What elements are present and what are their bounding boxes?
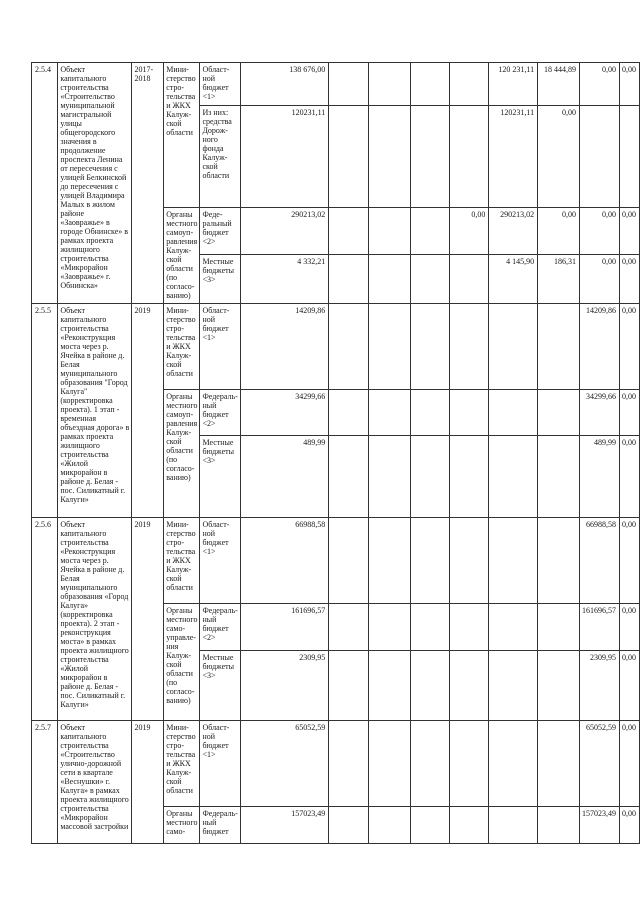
object-description: Объект капитального строительства «Реконструкция моста через р. Ячейка в районе д. Белая муниципального образования "Город Калуга" (корректировка проекта). 1 этап - временная объездная дорога» в рамках проекта жилищного строительства «Жилой микрорайон в районе д. Белая - пос. Силикатный г. Калуги» — [58, 304, 132, 518]
funding-source: Федераль-ный бюджет — [200, 807, 240, 844]
amount-cell: 489,99 — [579, 436, 619, 518]
funding-source: Област-ной бюджет <1> — [200, 518, 240, 604]
amount-cell — [329, 604, 369, 651]
amount-cell — [329, 651, 369, 721]
amount-cell — [410, 208, 449, 255]
implementation-years: 2017-2018 — [132, 63, 164, 304]
amount-cell: 0,00 — [538, 106, 580, 208]
amount-cell: 18 444,89 — [538, 63, 580, 106]
amount-cell: 290213,02 — [489, 208, 538, 255]
object-description: Объект капитального строительства «Строительство муниципальной магистральной улицы общегородского значения в продолжение проспекта Ленина от пересечения с улицей Белкинской до пересечения с улицей Владимира Малых в жилом районе «Заовражье» в городе Обнинске» в рамках проекта жилищного строительства «Микрорайон «Заовражье» г. Обнинска» — [58, 63, 132, 304]
amount-cell — [410, 304, 449, 390]
executor: Органы местного самоуп-равления Калуж-ской области (по согласо-ванию) — [164, 390, 200, 518]
executor: Органы местного само-управле-ния Калуж-ской области (по согласо-ванию) — [164, 604, 200, 721]
amount-cell — [410, 604, 449, 651]
item-number: 2.5.4 — [32, 63, 58, 304]
amount-cell: 0,00 — [579, 255, 619, 304]
table-row — [32, 63, 640, 106]
amount-cell: 290213,02 — [240, 208, 329, 255]
amount-cell — [369, 721, 411, 807]
amount-cell: 161696,57 — [240, 604, 329, 651]
executor: Органы местного самоуп-равления Калуж-ской области (по согласо-ванию) — [164, 208, 200, 304]
object-description: Объект капитального строительства «Строительство улично-дорожной сети в квартале «Веснушки» г. Калуга» в рамках проекта жилищного строительства «Микрорайон массовой застройки — [58, 721, 132, 844]
amount-cell — [538, 518, 580, 604]
budget-table — [31, 62, 640, 844]
amount-cell — [410, 63, 449, 106]
funding-source: Местные бюджеты <3> — [200, 651, 240, 721]
amount-cell: 161696,57 — [579, 604, 619, 651]
executor: Мини-стерство стро-тельства и ЖКХ Калуж-ской области — [164, 518, 200, 604]
amount-cell — [410, 518, 449, 604]
amount-cell: 0,00 — [579, 208, 619, 255]
amount-cell — [449, 304, 489, 390]
amount-cell: 34299,66 — [579, 390, 619, 436]
amount-cell: 157023,49 — [579, 807, 619, 844]
amount-cell — [410, 721, 449, 807]
amount-cell: 34299,66 — [240, 390, 329, 436]
amount-cell — [449, 518, 489, 604]
amount-cell — [410, 436, 449, 518]
amount-cell — [410, 106, 449, 208]
implementation-years: 2019 — [132, 518, 164, 721]
amount-cell — [329, 208, 369, 255]
amount-cell: 65052,59 — [240, 721, 329, 807]
amount-cell — [369, 208, 411, 255]
amount-cell: 4 145,90 — [489, 255, 538, 304]
amount-cell — [449, 63, 489, 106]
amount-cell — [449, 390, 489, 436]
amount-cell — [538, 390, 580, 436]
amount-cell: 14209,86 — [579, 304, 619, 390]
executor: Мини-стерство стро-тельства и ЖКХ Калуж-ской области — [164, 721, 200, 807]
table-row — [32, 518, 640, 604]
amount-cell: 14209,86 — [240, 304, 329, 390]
amount-cell: 0,00 — [538, 208, 580, 255]
executor: Органы местного само- — [164, 807, 200, 844]
amount-cell: 0,00 — [620, 208, 640, 255]
amount-cell — [410, 255, 449, 304]
amount-cell — [449, 106, 489, 208]
item-number: 2.5.7 — [32, 721, 58, 844]
amount-cell: 0,00 — [620, 255, 640, 304]
amount-cell: 120 231,11 — [489, 63, 538, 106]
executor: Мини-стерство стро-тельства и ЖКХ Калуж-ской области — [164, 304, 200, 390]
funding-source: Област-ной бюджет <1> — [200, 721, 240, 807]
amount-cell — [489, 390, 538, 436]
amount-cell — [369, 518, 411, 604]
amount-cell — [369, 604, 411, 651]
amount-cell — [489, 651, 538, 721]
table-row — [32, 304, 640, 390]
amount-cell: 2309,95 — [579, 651, 619, 721]
item-number: 2.5.5 — [32, 304, 58, 518]
amount-cell — [329, 807, 369, 844]
amount-cell: 66988,58 — [579, 518, 619, 604]
funding-source: Федераль-ный бюджет <2> — [200, 604, 240, 651]
amount-cell — [329, 304, 369, 390]
amount-cell — [489, 518, 538, 604]
amount-cell: 0,00 — [620, 518, 640, 604]
amount-cell: 4 332,21 — [240, 255, 329, 304]
amount-cell — [369, 651, 411, 721]
funding-source: Федераль-ный бюджет <2> — [200, 390, 240, 436]
amount-cell: 157023,49 — [240, 807, 329, 844]
amount-cell — [489, 436, 538, 518]
amount-cell: 186,31 — [538, 255, 580, 304]
amount-cell — [449, 255, 489, 304]
amount-cell — [538, 436, 580, 518]
amount-cell: 0,00 — [620, 604, 640, 651]
amount-cell — [449, 721, 489, 807]
amount-cell: 0,00 — [620, 63, 640, 106]
amount-cell — [369, 255, 411, 304]
amount-cell: 0,00 — [579, 63, 619, 106]
implementation-years: 2019 — [132, 721, 164, 844]
table-row — [32, 721, 640, 807]
implementation-years: 2019 — [132, 304, 164, 518]
amount-cell — [449, 604, 489, 651]
amount-cell: 66988,58 — [240, 518, 329, 604]
amount-cell — [538, 807, 580, 844]
funding-source: Област-ной бюджет <1> — [200, 63, 240, 106]
amount-cell — [329, 106, 369, 208]
funding-source: Феде-ральный бюджет <2> — [200, 208, 240, 255]
amount-cell — [329, 255, 369, 304]
amount-cell — [410, 651, 449, 721]
amount-cell — [538, 651, 580, 721]
funding-source: Местные бюджеты <3> — [200, 436, 240, 518]
funding-source: Из них: средства Дорож-ного фонда Калуж-ской области — [200, 106, 240, 208]
amount-cell — [329, 518, 369, 604]
amount-cell — [369, 807, 411, 844]
amount-cell — [329, 436, 369, 518]
amount-cell — [489, 304, 538, 390]
amount-cell: 2309,95 — [240, 651, 329, 721]
amount-cell: 120231,11 — [489, 106, 538, 208]
amount-cell — [369, 304, 411, 390]
amount-cell — [489, 807, 538, 844]
amount-cell: 65052,59 — [579, 721, 619, 807]
amount-cell: 0,00 — [620, 390, 640, 436]
object-description: Объект капитального строительства «Реконструкция моста через р. Ячейка в районе д. Белая муниципального образования «Город Калуга» (корректировка проекта). 2 этап - реконструкция моста» в рамках проекта жилищного строительства «Жилой микрорайон в районе д. Белая - пос. Силикатный г. Калуги» — [58, 518, 132, 721]
amount-cell — [489, 721, 538, 807]
funding-source: Местные бюджеты <3> — [200, 255, 240, 304]
amount-cell — [369, 390, 411, 436]
amount-cell: 120231,11 — [240, 106, 329, 208]
amount-cell — [410, 807, 449, 844]
amount-cell: 138 676,00 — [240, 63, 329, 106]
amount-cell: 489,99 — [240, 436, 329, 518]
amount-cell: 0,00 — [620, 651, 640, 721]
amount-cell — [538, 721, 580, 807]
amount-cell — [538, 604, 580, 651]
amount-cell — [449, 436, 489, 518]
amount-cell — [369, 63, 411, 106]
item-number: 2.5.6 — [32, 518, 58, 721]
amount-cell — [329, 721, 369, 807]
amount-cell — [538, 304, 580, 390]
amount-cell — [329, 63, 369, 106]
amount-cell — [449, 807, 489, 844]
amount-cell — [620, 106, 640, 208]
amount-cell — [489, 604, 538, 651]
amount-cell — [329, 390, 369, 436]
funding-source: Област-ной бюджет <1> — [200, 304, 240, 390]
amount-cell: 0,00 — [449, 208, 489, 255]
amount-cell — [410, 390, 449, 436]
amount-cell: 0,00 — [620, 436, 640, 518]
amount-cell: 0,00 — [620, 721, 640, 807]
amount-cell — [369, 436, 411, 518]
executor: Мини-стерство стро-тельства и ЖКХ Калуж-ской области — [164, 63, 200, 208]
amount-cell: 0,00 — [620, 807, 640, 844]
budget-table-page — [31, 62, 640, 844]
amount-cell: 0,00 — [620, 304, 640, 390]
amount-cell — [369, 106, 411, 208]
amount-cell — [579, 106, 619, 208]
amount-cell — [449, 651, 489, 721]
